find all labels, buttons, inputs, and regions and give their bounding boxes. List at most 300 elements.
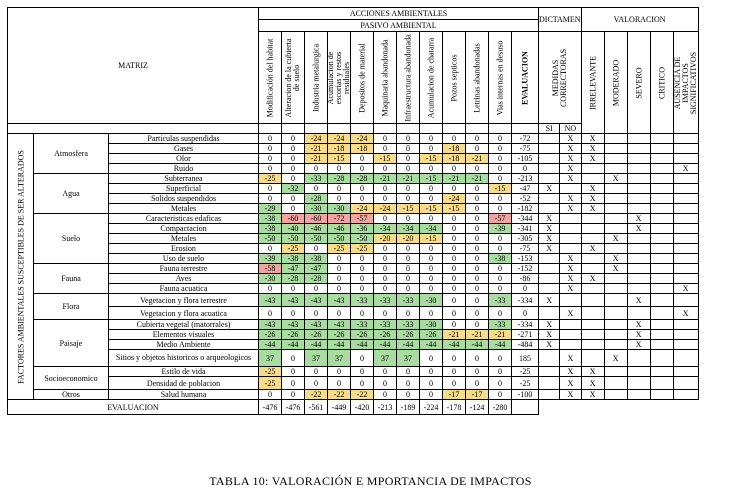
impact-value-cell: 0	[328, 307, 351, 320]
impact-value-cell: 0	[374, 134, 397, 144]
factor-group-label: Atmosfera	[34, 134, 109, 174]
valuation-mark-cell	[604, 204, 627, 214]
impact-value-cell: 0	[374, 377, 397, 390]
impact-value-cell: 0	[397, 134, 420, 144]
impact-value-cell: 0	[489, 264, 512, 274]
impact-value-cell: -44	[282, 340, 305, 350]
impact-value-cell: -44	[489, 340, 512, 350]
impact-value-cell: 0	[443, 320, 466, 330]
impact-value-cell: -50	[305, 234, 328, 244]
valuation-mark-cell	[627, 367, 650, 377]
valuation-mark-cell	[581, 320, 604, 330]
si-mark-cell	[539, 274, 560, 284]
impact-value-cell: 0	[282, 204, 305, 214]
no-mark-cell: X	[560, 390, 581, 400]
impact-value-cell: -25	[351, 244, 374, 254]
valuation-mark-cell	[627, 307, 650, 320]
valuation-mark-cell	[673, 274, 698, 284]
impact-value-cell: -24	[443, 194, 466, 204]
valuation-mark-cell	[581, 330, 604, 340]
impact-value-cell: 0	[443, 214, 466, 224]
valuation-mark-cell	[604, 194, 627, 204]
impact-value-cell: -34	[374, 224, 397, 234]
impact-value-cell: 0	[466, 274, 489, 284]
factor-label: Particulas suspendidas	[109, 134, 259, 144]
valuation-mark-cell: X	[627, 330, 650, 340]
impact-value-cell: 0	[443, 244, 466, 254]
valuation-mark-cell	[627, 350, 650, 367]
impact-value-cell: -26	[259, 330, 282, 340]
valuation-mark-cell: X	[604, 174, 627, 184]
si-mark-cell	[539, 174, 560, 184]
impact-value-cell: 0	[489, 367, 512, 377]
valuation-mark-cell	[673, 254, 698, 264]
blank-cell	[351, 124, 374, 134]
row-evaluation-cell: -153	[512, 254, 539, 264]
impact-value-cell: -44	[305, 340, 328, 350]
factor-label: Fauna acuatica	[109, 284, 259, 294]
factor-group-label: Otros	[34, 390, 109, 400]
valuation-column-header	[650, 32, 673, 134]
table-row	[8, 244, 699, 254]
valuation-mark-cell	[627, 134, 650, 144]
impact-value-cell: 0	[489, 194, 512, 204]
valuation-mark-cell: X	[604, 234, 627, 244]
row-evaluation-cell: -72	[512, 134, 539, 144]
valuation-mark-cell: X	[581, 367, 604, 377]
impact-value-cell: 0	[328, 164, 351, 174]
action-column-label: Vias internas en desuso	[495, 40, 505, 115]
impact-value-cell: 0	[443, 234, 466, 244]
impact-value-cell: -38	[282, 254, 305, 264]
blank-cell	[489, 124, 512, 134]
impact-value-cell: -18	[443, 144, 466, 154]
valuation-mark-cell	[673, 204, 698, 214]
impact-value-cell: -25	[259, 367, 282, 377]
impact-value-cell: 0	[443, 134, 466, 144]
impact-value-cell: -17	[443, 390, 466, 400]
si-mark-cell	[539, 307, 560, 320]
action-column-header	[282, 32, 305, 124]
impact-value-cell: 0	[489, 377, 512, 390]
valuation-mark-cell: X	[627, 224, 650, 234]
impact-value-cell: 0	[374, 284, 397, 294]
impact-value-cell: 37	[374, 350, 397, 367]
impact-value-cell: -33	[374, 320, 397, 330]
row-evaluation-cell: -52	[512, 194, 539, 204]
impact-value-cell: -21	[397, 174, 420, 184]
no-mark-cell: X	[560, 204, 581, 214]
factor-label: Uso de suelo	[109, 254, 259, 264]
impact-value-cell: 0	[466, 184, 489, 194]
impact-value-cell: -60	[282, 214, 305, 224]
valuation-mark-cell	[650, 244, 673, 254]
factor-label: Metales	[109, 204, 259, 214]
no-mark-cell: X	[560, 174, 581, 184]
blank-cell	[397, 124, 420, 134]
table-row	[8, 224, 699, 234]
evaluation-total-cell: -124	[466, 400, 489, 415]
impact-value-cell: -33	[397, 294, 420, 307]
valuation-mark-cell	[627, 144, 650, 154]
impact-value-cell: 0	[420, 367, 443, 377]
action-column-header	[420, 32, 443, 124]
impact-value-cell: 0	[466, 254, 489, 264]
impact-value-cell: 0	[397, 214, 420, 224]
impact-value-cell: 0	[374, 244, 397, 254]
impact-value-cell: -34	[397, 224, 420, 234]
valuation-mark-cell	[673, 224, 698, 234]
si-mark-cell	[539, 194, 560, 204]
impact-value-cell: -30	[420, 320, 443, 330]
valuation-mark-cell	[604, 214, 627, 224]
row-evaluation-cell: -213	[512, 174, 539, 184]
impact-value-cell: -43	[259, 294, 282, 307]
factor-group-label: Paisaje	[34, 320, 109, 367]
impact-value-cell: -44	[420, 340, 443, 350]
impact-value-cell: 0	[443, 294, 466, 307]
impact-value-cell: -33	[305, 174, 328, 184]
evaluation-total-cell: -280	[489, 400, 512, 415]
impact-matrix-table	[7, 7, 699, 415]
action-column-header	[374, 32, 397, 124]
impact-value-cell: 0	[374, 214, 397, 224]
valuation-mark-cell	[627, 174, 650, 184]
action-column-label: Depositos de material	[357, 42, 367, 113]
acciones-header: ACCIONES AMBIENTALES	[259, 8, 539, 20]
impact-value-cell: 0	[374, 184, 397, 194]
impact-value-cell: 0	[420, 134, 443, 144]
row-evaluation-cell: -484	[512, 340, 539, 350]
row-evaluation-cell: -334	[512, 320, 539, 330]
evaluation-total-cell: -449	[328, 400, 351, 415]
row-evaluation-cell: -334	[512, 294, 539, 307]
impact-value-cell: 0	[328, 377, 351, 390]
valuation-column-label: MODERADO	[611, 59, 621, 106]
impact-value-cell: 0	[351, 264, 374, 274]
impact-value-cell: 0	[443, 377, 466, 390]
impact-matrix-container	[7, 7, 699, 415]
blank-cell	[282, 124, 305, 134]
impact-value-cell: -18	[351, 144, 374, 154]
valuation-mark-cell	[581, 234, 604, 244]
factor-label: Densidad de poblacion	[109, 377, 259, 390]
factor-label: Solidos suspendidos	[109, 194, 259, 204]
impact-value-cell: -20	[374, 234, 397, 244]
action-column-header	[443, 32, 466, 124]
valuation-mark-cell	[604, 307, 627, 320]
valuation-mark-cell	[650, 367, 673, 377]
impact-value-cell: -50	[282, 234, 305, 244]
no-mark-cell: X	[560, 274, 581, 284]
impact-value-cell: -26	[305, 330, 328, 340]
impact-value-cell: 0	[351, 377, 374, 390]
si-mark-cell	[539, 264, 560, 274]
impact-value-cell: 0	[328, 284, 351, 294]
table-row	[8, 194, 699, 204]
valuation-column-label: SEVERO	[634, 66, 644, 99]
impact-value-cell: 0	[443, 264, 466, 274]
valuation-mark-cell	[673, 350, 698, 367]
impact-value-cell: 0	[351, 254, 374, 264]
blank-cell	[305, 124, 328, 134]
impact-value-cell: 0	[351, 164, 374, 174]
impact-value-cell: 0	[397, 390, 420, 400]
impact-value-cell: 0	[397, 274, 420, 284]
impact-value-cell: -43	[259, 320, 282, 330]
impact-value-cell: -36	[351, 224, 374, 234]
action-column-header	[489, 32, 512, 124]
impact-value-cell: 0	[489, 234, 512, 244]
impact-value-cell: -15	[374, 154, 397, 164]
action-column-header	[512, 32, 539, 124]
valuation-mark-cell	[627, 204, 650, 214]
impact-value-cell: -26	[351, 330, 374, 340]
valuation-mark-cell	[650, 264, 673, 274]
valuation-mark-cell	[604, 154, 627, 164]
valuation-mark-cell	[650, 214, 673, 224]
no-mark-cell	[560, 224, 581, 234]
valuation-mark-cell	[650, 254, 673, 264]
impact-value-cell: 0	[397, 154, 420, 164]
si-mark-cell: X	[539, 184, 560, 194]
valuation-mark-cell	[650, 134, 673, 144]
impact-value-cell: -72	[328, 214, 351, 224]
impact-value-cell: -28	[282, 274, 305, 284]
impact-value-cell: 0	[466, 294, 489, 307]
valuation-mark-cell	[650, 340, 673, 350]
impact-value-cell: -33	[397, 320, 420, 330]
valuation-column-header	[581, 32, 604, 134]
impact-value-cell: -22	[351, 390, 374, 400]
row-evaluation-cell: -344	[512, 214, 539, 224]
impact-value-cell: 0	[305, 284, 328, 294]
valuation-mark-cell	[650, 154, 673, 164]
factor-label: Salud humana	[109, 390, 259, 400]
valuation-mark-cell	[650, 377, 673, 390]
table-row	[8, 320, 699, 330]
impact-value-cell: 0	[282, 164, 305, 174]
impact-value-cell: -44	[443, 340, 466, 350]
impact-value-cell: 0	[420, 254, 443, 264]
valuation-mark-cell	[627, 254, 650, 264]
row-evaluation-cell: -75	[512, 144, 539, 154]
impact-value-cell: 0	[259, 284, 282, 294]
factor-group-label: Flora	[34, 294, 109, 320]
si-mark-cell: X	[539, 320, 560, 330]
impact-value-cell: 0	[443, 274, 466, 284]
table-row	[8, 294, 699, 307]
valuation-column-header	[673, 32, 698, 134]
impact-value-cell: 0	[420, 307, 443, 320]
table-row	[8, 350, 699, 367]
valuation-mark-cell	[650, 184, 673, 194]
impact-value-cell: -25	[259, 174, 282, 184]
row-evaluation-cell: -47	[512, 184, 539, 194]
si-mark-cell: X	[539, 294, 560, 307]
impact-value-cell: -33	[374, 294, 397, 307]
valuation-mark-cell	[673, 174, 698, 184]
impact-value-cell: 0	[259, 144, 282, 154]
blank-cell	[443, 124, 466, 134]
impact-value-cell: -43	[305, 294, 328, 307]
impact-value-cell: -44	[466, 340, 489, 350]
impact-value-cell: 37	[397, 350, 420, 367]
factor-label: Vegetacion y flora acuatica	[109, 307, 259, 320]
valuation-mark-cell	[604, 224, 627, 234]
impact-value-cell: 0	[489, 144, 512, 154]
impact-value-cell: 37	[328, 350, 351, 367]
factor-label: Caracteristicas edaficas	[109, 214, 259, 224]
impact-value-cell: 0	[420, 194, 443, 204]
action-column-label: Acumulacion de escorias y restos residuales	[326, 51, 351, 104]
table-row	[8, 234, 699, 244]
si-mark-cell: X	[539, 340, 560, 350]
valuation-mark-cell: X	[673, 164, 698, 174]
valuation-column-label: IRRELEVANTE	[588, 55, 598, 110]
impact-value-cell: 0	[282, 144, 305, 154]
si-mark-cell	[539, 144, 560, 154]
no-mark-cell	[560, 330, 581, 340]
valuation-mark-cell	[627, 194, 650, 204]
table-row	[8, 274, 699, 284]
valuation-mark-cell	[650, 174, 673, 184]
valuation-mark-cell: X	[604, 264, 627, 274]
valuation-mark-cell	[650, 284, 673, 294]
no-mark-cell: X	[560, 377, 581, 390]
row-evaluation-cell: -182	[512, 204, 539, 214]
table-row	[8, 204, 699, 214]
impact-value-cell: 0	[374, 264, 397, 274]
valuation-mark-cell	[673, 264, 698, 274]
factor-label: Gases	[109, 144, 259, 154]
row-evaluation-cell: -25	[512, 367, 539, 377]
valuation-mark-cell	[673, 144, 698, 154]
impact-value-cell: 0	[374, 390, 397, 400]
si-mark-cell: X	[539, 330, 560, 340]
valuation-mark-cell: X	[604, 254, 627, 264]
valoracion-header: VALORACION	[581, 8, 698, 32]
valuation-mark-cell	[604, 294, 627, 307]
impact-value-cell: 0	[259, 307, 282, 320]
action-column-header	[328, 32, 351, 124]
valuation-mark-cell	[581, 350, 604, 367]
impact-value-cell: -24	[305, 134, 328, 144]
impact-value-cell: 0	[443, 284, 466, 294]
row-evaluation-cell: -271	[512, 330, 539, 340]
impact-value-cell: -32	[282, 184, 305, 194]
valuation-mark-cell	[627, 274, 650, 284]
valuation-mark-cell	[650, 274, 673, 284]
impact-value-cell: 37	[305, 350, 328, 367]
action-column-label: Maquinaria abandonada	[380, 38, 390, 117]
impact-value-cell: 0	[466, 134, 489, 144]
action-column-header	[305, 32, 328, 124]
impact-value-cell: -30	[420, 294, 443, 307]
valuation-mark-cell	[673, 244, 698, 254]
impact-value-cell: 0	[420, 214, 443, 224]
valuation-mark-cell	[581, 164, 604, 174]
impact-value-cell: 0	[466, 320, 489, 330]
impact-value-cell: 0	[328, 367, 351, 377]
impact-value-cell: 0	[305, 244, 328, 254]
impact-value-cell: -15	[420, 174, 443, 184]
impact-value-cell: -21	[305, 154, 328, 164]
valuation-mark-cell: X	[581, 144, 604, 154]
no-mark-cell: X	[560, 284, 581, 294]
no-mark-cell	[560, 184, 581, 194]
no-mark-cell: X	[560, 367, 581, 377]
impact-value-cell: -26	[420, 330, 443, 340]
medidas-header	[539, 32, 582, 124]
impact-value-cell: -15	[420, 154, 443, 164]
valuation-mark-cell	[581, 224, 604, 234]
evaluation-total-cell: -189	[397, 400, 420, 415]
impact-value-cell: 0	[443, 164, 466, 174]
valuation-mark-cell	[650, 390, 673, 400]
impact-value-cell: -18	[443, 154, 466, 164]
impact-value-cell: 0	[351, 194, 374, 204]
impact-value-cell: 0	[420, 244, 443, 254]
impact-value-cell: 0	[466, 307, 489, 320]
blank-cell	[512, 124, 539, 134]
valuation-column-label: AUSENCIA DE IMPACTOS SIGNIFICATIVOS	[672, 51, 698, 114]
factor-label: Metales	[109, 234, 259, 244]
impact-value-cell: 0	[282, 307, 305, 320]
valuation-mark-cell	[581, 254, 604, 264]
no-header: NO	[560, 124, 581, 134]
valuation-column-header	[627, 32, 650, 134]
valuation-mark-cell: X	[581, 184, 604, 194]
impact-value-cell: -29	[259, 204, 282, 214]
impact-value-cell: 0	[466, 264, 489, 274]
impact-value-cell: -60	[305, 214, 328, 224]
impact-value-cell: 0	[397, 184, 420, 194]
impact-value-cell: 0	[443, 307, 466, 320]
impact-value-cell: -21	[305, 144, 328, 154]
impact-value-cell: -24	[351, 204, 374, 214]
no-mark-cell	[560, 320, 581, 330]
valuation-mark-cell: X	[604, 350, 627, 367]
blank-cell	[420, 124, 443, 134]
impact-value-cell: -43	[328, 320, 351, 330]
blank-cell	[259, 124, 282, 134]
impact-value-cell: 0	[397, 264, 420, 274]
row-evaluation-cell: -25	[512, 377, 539, 390]
si-mark-cell	[539, 390, 560, 400]
evaluation-total-cell: -213	[374, 400, 397, 415]
impact-value-cell: 0	[259, 194, 282, 204]
valuation-mark-cell: X	[627, 294, 650, 307]
row-evaluation-cell: 0	[512, 307, 539, 320]
impact-value-cell: 0	[397, 164, 420, 174]
impact-value-cell: -30	[328, 204, 351, 214]
valuation-mark-cell	[581, 264, 604, 274]
impact-value-cell: -38	[259, 214, 282, 224]
valuation-mark-cell: X	[581, 154, 604, 164]
evaluation-total-cell: -561	[305, 400, 328, 415]
dictamen-header: DICTAMEN	[539, 8, 582, 32]
valuation-mark-cell	[650, 164, 673, 174]
impact-value-cell: 0	[466, 284, 489, 294]
no-mark-cell: X	[560, 154, 581, 164]
impact-value-cell: 0	[489, 307, 512, 320]
valuation-mark-cell: X	[627, 214, 650, 224]
valuation-mark-cell	[604, 330, 627, 340]
impact-value-cell: 0	[374, 254, 397, 264]
table-row	[8, 144, 699, 154]
impact-value-cell: 0	[328, 254, 351, 264]
